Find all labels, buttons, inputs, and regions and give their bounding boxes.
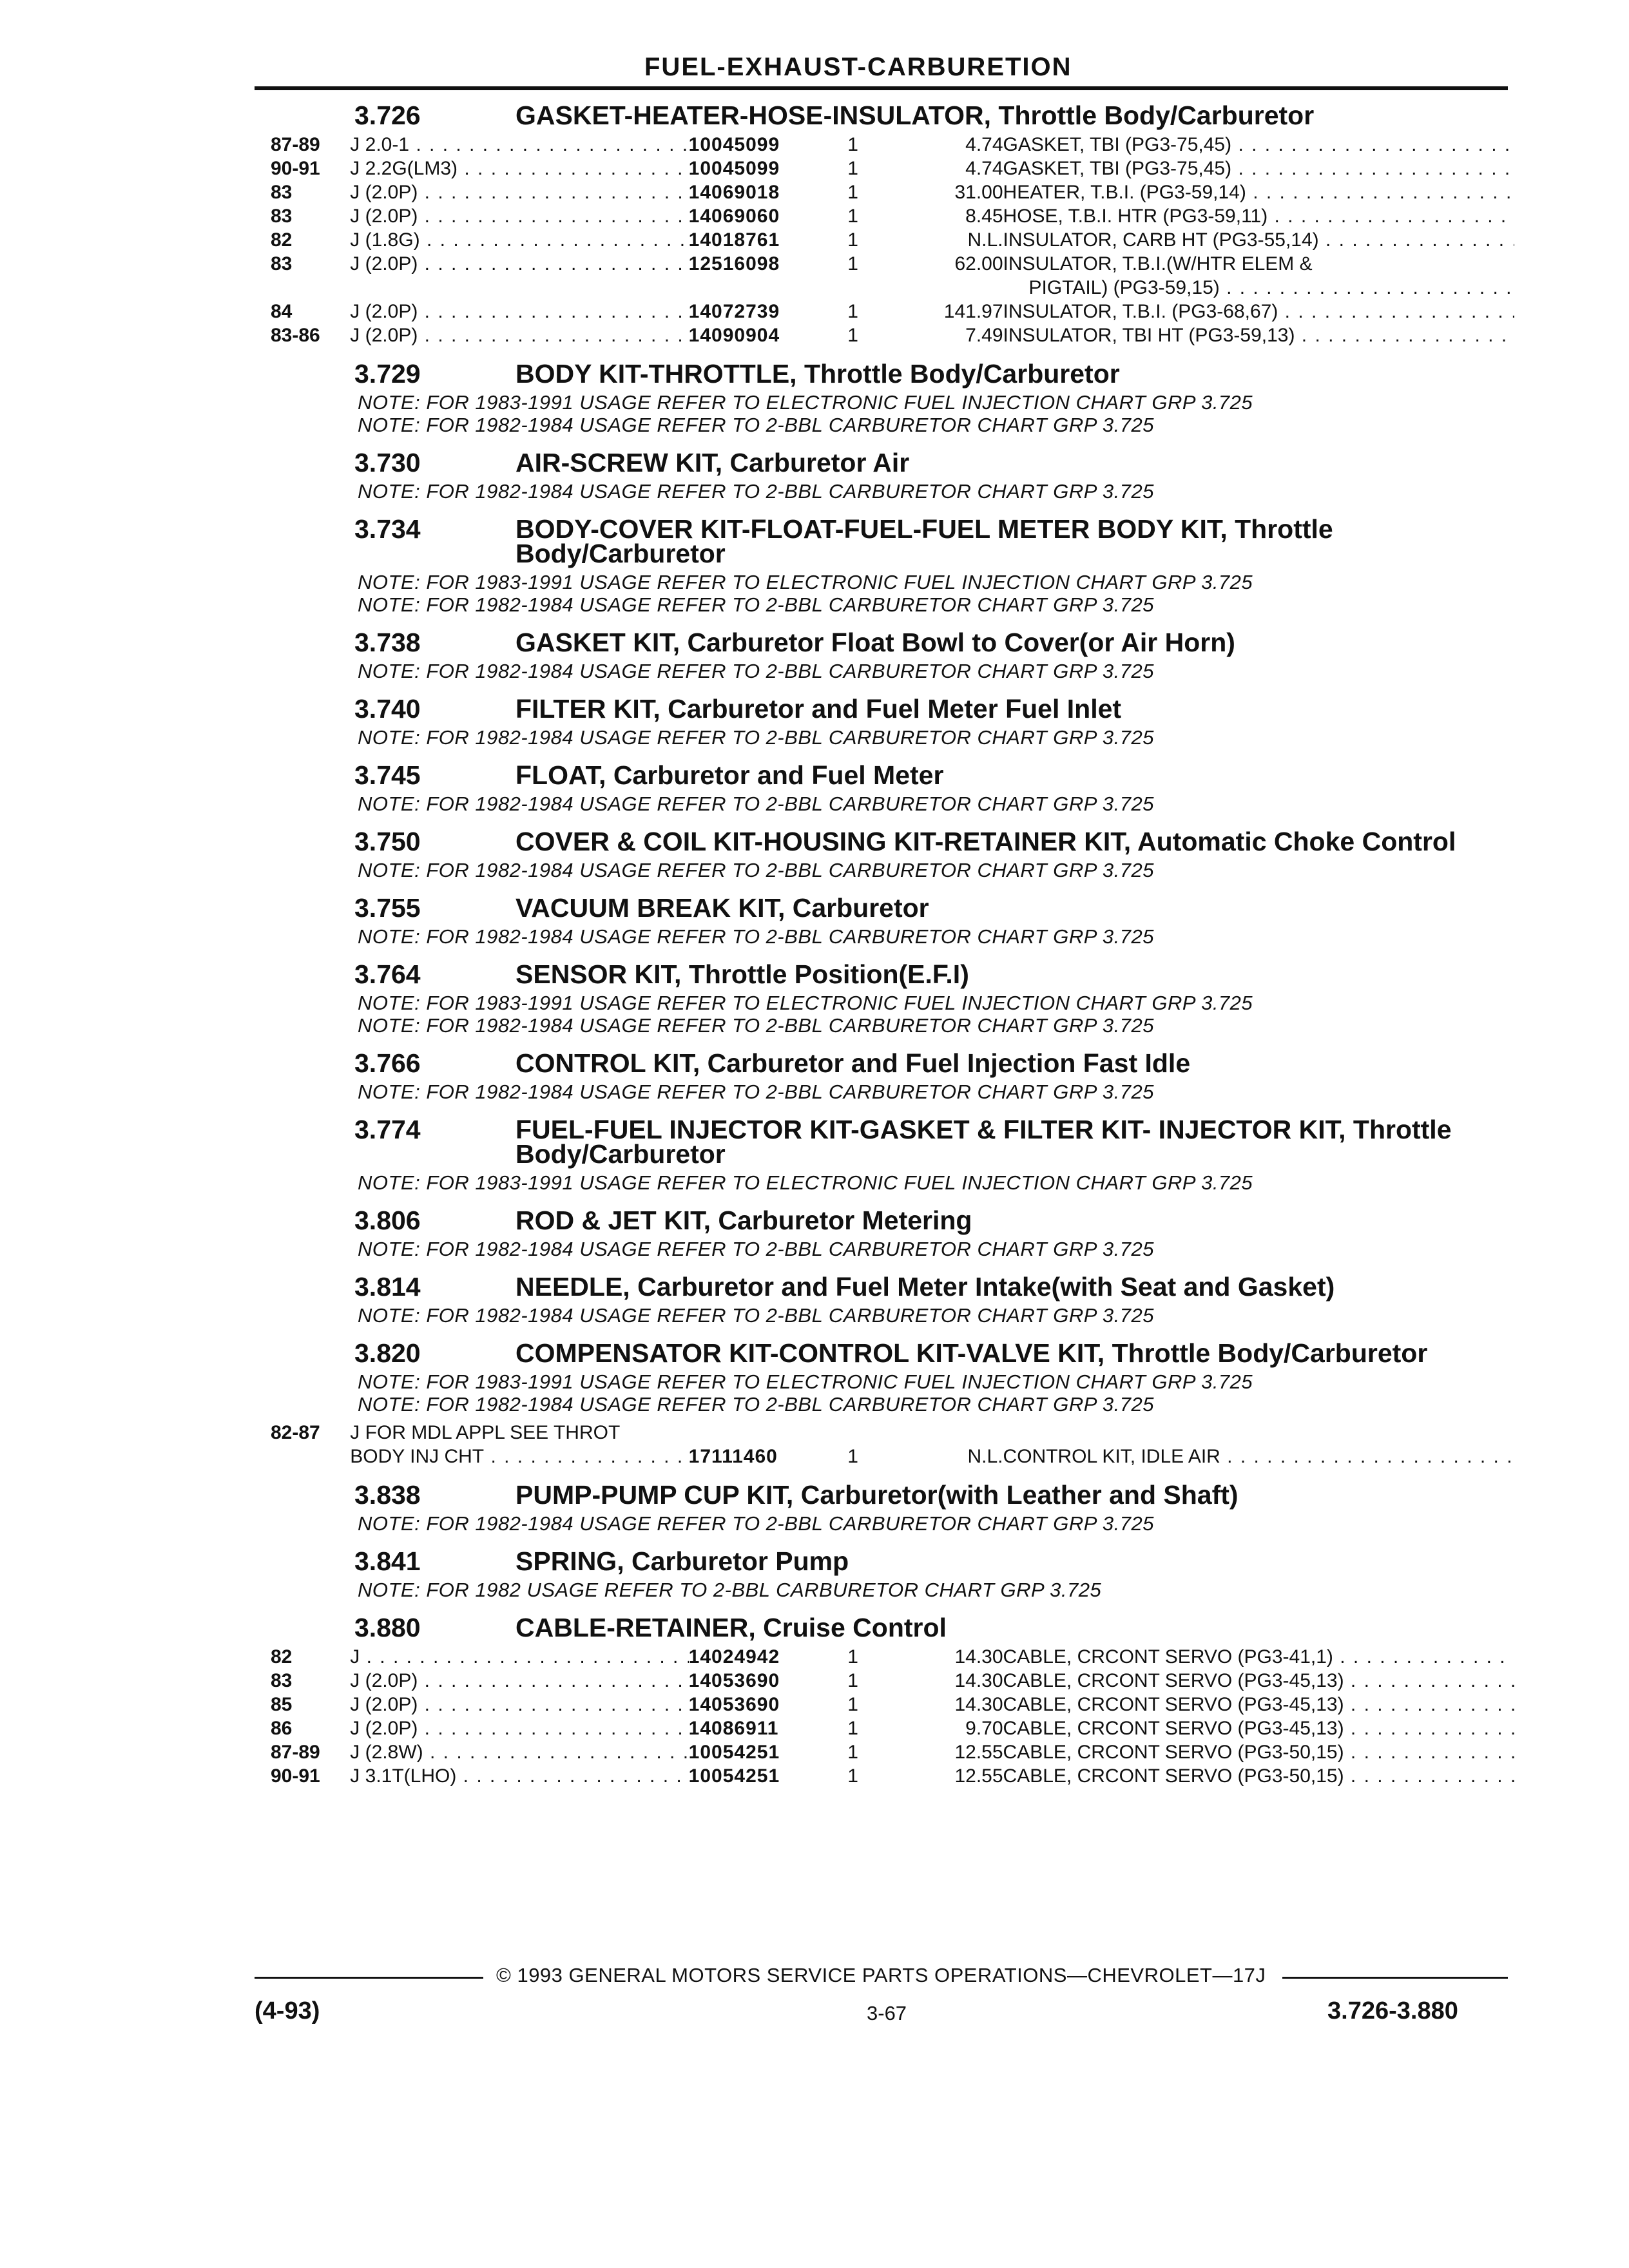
part-number-cell: 10045099 — [688, 134, 780, 155]
price-cell: 9.70 — [965, 1718, 1003, 1739]
section-title: CABLE-RETAINER, Cruise Control — [516, 1613, 947, 1642]
section-heading — [271, 1115, 1514, 1169]
quantity-cell: 1 — [847, 229, 858, 251]
quantity-cell: 1 — [847, 1670, 858, 1691]
part-number-cell: 17111460 — [688, 1446, 778, 1467]
section-number: 3.734 — [354, 514, 421, 544]
section-title: VACUUM BREAK KIT, Carburetor — [516, 893, 929, 923]
section-title: PUMP-PUMP CUP KIT, Carburetor(with Leather and Shaft) — [516, 1480, 1239, 1510]
price-cell: 14.30 — [954, 1694, 1003, 1715]
section-number: 3.880 — [354, 1613, 421, 1642]
section-number: 3.841 — [354, 1546, 421, 1576]
section-title: AIR-SCREW KIT, Carburetor Air — [516, 448, 910, 477]
section-title: FUEL-FUEL INJECTOR KIT-GASKET & FILTER KIT- INJECTOR KIT, Throttle Body/Carburetor — [516, 1115, 1452, 1169]
section-number: 3.755 — [354, 893, 421, 923]
application-cell: J FOR MDL APPL SEE THROT — [350, 1422, 621, 1443]
section-note: NOTE: FOR 1982-1984 USAGE REFER TO 2-BBL CARBURETOR CHART GRP 3.725 — [358, 1393, 1154, 1416]
section-heading — [271, 1546, 1514, 1576]
section-number: 3.766 — [354, 1048, 421, 1078]
description-cell — [1003, 323, 1514, 347]
quantity-cell: 1 — [847, 158, 858, 179]
section-heading — [271, 1615, 1514, 1640]
description-text: CABLE, CRCONT SERVO (PG3-41,1) . . . — [1003, 1646, 1514, 1667]
description-continuation: PIGTAIL) (PG3-59,15) . . . — [1029, 277, 1514, 298]
section-title: SENSOR KIT, Throttle Position(E.F.I) — [516, 959, 969, 989]
description-text: CABLE, CRCONT SERVO (PG3-50,15) . . . — [1003, 1742, 1514, 1763]
section-title: ROD & JET KIT, Carburetor Metering — [516, 1206, 972, 1235]
part-number-cell: 14090904 — [688, 325, 780, 346]
part-number-cell — [689, 1421, 848, 1445]
footer-copyright: © 1993 GENERAL MOTORS SERVICE PARTS OPERATIONS—CHEVROLET—17J — [496, 1964, 1266, 1986]
section-heading — [271, 1480, 1514, 1510]
price-cell: 7.49 — [965, 325, 1003, 346]
table-row — [271, 1764, 1514, 1788]
section-title: COVER & COIL KIT-HOUSING KIT-RETAINER KIT, Automatic Choke Control — [516, 827, 1456, 856]
section-heading — [271, 450, 1514, 475]
footer-section-range: 3.726-3.880 — [1327, 1997, 1458, 2024]
section-heading — [271, 514, 1514, 568]
application-cell — [350, 300, 688, 323]
section-title: FILTER KIT, Carburetor and Fuel Meter Fuel Inlet — [516, 694, 1122, 724]
section-number: 3.740 — [354, 694, 421, 724]
footer-page-number: 3-67 — [867, 2002, 907, 2024]
quantity-cell: 1 — [847, 1694, 858, 1715]
section-note: NOTE: FOR 1982 USAGE REFER TO 2-BBL CARBURETOR CHART GRP 3.725 — [358, 1579, 1102, 1601]
description-cell — [1003, 1645, 1514, 1669]
year-range-cell: 83 — [271, 253, 293, 274]
footer-rule-right — [1282, 1977, 1508, 1979]
description-text: CABLE, CRCONT SERVO (PG3-50,15) . . . — [1003, 1765, 1514, 1787]
application-cell — [350, 1445, 688, 1468]
application-cell — [350, 228, 688, 252]
section-note: NOTE: FOR 1982-1984 USAGE REFER TO 2-BBL CARBURETOR CHART GRP 3.725 — [358, 726, 1154, 749]
section-note: NOTE: FOR 1983-1991 USAGE REFER TO ELECTRONIC FUEL INJECTION CHART GRP 3.725 — [358, 1370, 1253, 1393]
table-row — [271, 1645, 1514, 1669]
part-number-cell: 10045099 — [688, 158, 780, 179]
year-range-cell: 84 — [271, 301, 293, 322]
application-cell — [350, 180, 688, 204]
section-heading — [271, 829, 1514, 854]
section-heading — [271, 630, 1514, 655]
year-range-cell — [271, 1445, 350, 1468]
part-number-cell: 14072739 — [688, 301, 780, 322]
description-cell — [1003, 1764, 1514, 1788]
application-text: J (2.0P) . . . — [350, 1718, 688, 1739]
section-number: 3.838 — [354, 1480, 421, 1510]
year-range-cell: 86 — [271, 1718, 293, 1739]
description-text: HEATER, T.B.I. (PG3-59,14) . . . — [1003, 182, 1514, 203]
year-range-cell: 82-87 — [271, 1422, 320, 1443]
application-text: J 2.0-1 . . . — [350, 134, 688, 155]
quantity-cell: 1 — [847, 1718, 858, 1739]
description-cell — [1003, 1445, 1514, 1468]
section-note: NOTE: FOR 1983-1991 USAGE REFER TO ELECTRONIC FUEL INJECTION CHART GRP 3.725 — [358, 1171, 1253, 1194]
description-text: INSULATOR, TBI HT (PG3-59,13) . . . — [1003, 325, 1514, 346]
quantity-cell — [847, 1421, 910, 1445]
year-range-cell: 85 — [271, 1694, 293, 1715]
application-cell — [350, 252, 688, 300]
table-row — [271, 323, 1514, 347]
part-number-cell: 14069060 — [688, 206, 780, 227]
description-cell — [1003, 133, 1514, 157]
year-range-cell: 82 — [271, 229, 293, 251]
quantity-cell: 1 — [847, 182, 858, 203]
section-note: NOTE: FOR 1983-1991 USAGE REFER TO ELECTRONIC FUEL INJECTION CHART GRP 3.725 — [358, 992, 1253, 1014]
price-cell: 14.30 — [954, 1670, 1003, 1691]
section-heading — [271, 959, 1514, 989]
footer-rule-left — [255, 1977, 483, 1979]
quantity-cell: 1 — [847, 1446, 858, 1467]
section-note: NOTE: FOR 1983-1991 USAGE REFER TO ELECTRONIC FUEL INJECTION CHART GRP 3.725 — [358, 571, 1253, 593]
application-text: J (2.0P) . . . — [350, 1670, 688, 1691]
section-note: NOTE: FOR 1982-1984 USAGE REFER TO 2-BBL CARBURETOR CHART GRP 3.725 — [358, 1512, 1154, 1535]
description-cell — [1003, 1693, 1514, 1716]
section-title: BODY-COVER KIT-FLOAT-FUEL-FUEL METER BODY KIT, Throttle Body/Carburetor — [516, 514, 1333, 568]
description-cell — [1003, 1716, 1514, 1740]
description-text: INSULATOR, T.B.I. (PG3-68,67) . . . — [1003, 301, 1514, 322]
section-title: FLOAT, Carburetor and Fuel Meter — [516, 760, 944, 790]
section-note: NOTE: FOR 1982-1984 USAGE REFER TO 2-BBL CARBURETOR CHART GRP 3.725 — [358, 925, 1154, 948]
application-text: J (2.8W) . . . — [350, 1742, 688, 1763]
table-row — [271, 1693, 1514, 1716]
parts-table — [271, 1645, 1514, 1788]
year-range-cell: 90-91 — [271, 1765, 320, 1787]
description-text: CABLE, CRCONT SERVO (PG3-45,13) . . . — [1003, 1670, 1514, 1691]
price-cell: 31.00 — [954, 182, 1003, 203]
section-note: NOTE: FOR 1982-1984 USAGE REFER TO 2-BBL CARBURETOR CHART GRP 3.725 — [358, 793, 1154, 815]
year-range-cell: 82 — [271, 1646, 293, 1667]
section-heading — [271, 1272, 1514, 1302]
price-cell: 12.55 — [954, 1742, 1003, 1763]
application-text: J (2.0P) . . . — [350, 325, 688, 346]
price-cell: 4.74 — [965, 158, 1003, 179]
section-number: 3.730 — [354, 448, 421, 477]
table-row — [271, 1445, 1514, 1468]
part-number-cell: 14086911 — [688, 1718, 779, 1739]
year-range-cell: 83 — [271, 1670, 293, 1691]
description-text: GASKET, TBI (PG3-75,45) . . . — [1003, 134, 1514, 155]
description-cell — [1003, 228, 1514, 252]
section-note: NOTE: FOR 1982-1984 USAGE REFER TO 2-BBL CARBURETOR CHART GRP 3.725 — [358, 660, 1154, 682]
year-range-cell: 90-91 — [271, 158, 320, 179]
section-title: CONTROL KIT, Carburetor and Fuel Injection Fast Idle — [516, 1048, 1191, 1078]
price-cell: 141.97 — [943, 301, 1003, 322]
part-number-cell: 10054251 — [688, 1742, 780, 1763]
part-number-cell: 14053690 — [688, 1694, 780, 1715]
description-cell — [1003, 252, 1514, 300]
parts-listing — [271, 103, 1514, 1788]
section-number: 3.738 — [354, 628, 421, 657]
section-note: NOTE: FOR 1982-1984 USAGE REFER TO 2-BBL CARBURETOR CHART GRP 3.725 — [358, 1304, 1154, 1327]
part-number-cell: 14018761 — [688, 229, 780, 251]
application-text: BODY INJ CHT . . . — [350, 1446, 688, 1467]
quantity-cell: 1 — [847, 1765, 858, 1787]
section-title: NEEDLE, Carburetor and Fuel Meter Intake(with Seat and Gasket) — [516, 1272, 1335, 1302]
application-text: J (2.0P) . . . — [350, 182, 688, 203]
description-text: CONTROL KIT, IDLE AIR . . . — [1003, 1446, 1514, 1467]
description-text: CABLE, CRCONT SERVO (PG3-45,13) . . . — [1003, 1694, 1514, 1715]
description-text: HOSE, T.B.I. HTR (PG3-59,11) . . . — [1003, 206, 1514, 227]
section-note: NOTE: FOR 1982-1984 USAGE REFER TO 2-BBL CARBURETOR CHART GRP 3.725 — [358, 593, 1154, 616]
price-cell: 14.30 — [954, 1646, 1003, 1667]
application-cell — [350, 204, 688, 228]
application-cell — [350, 1740, 688, 1764]
section-number: 3.745 — [354, 760, 421, 790]
table-row — [271, 133, 1514, 157]
section-heading — [271, 893, 1514, 923]
section-note: NOTE: FOR 1982-1984 USAGE REFER TO 2-BBL CARBURETOR CHART GRP 3.725 — [358, 480, 1154, 503]
application-cell — [350, 1645, 688, 1669]
section-heading — [271, 1048, 1514, 1078]
section-number: 3.764 — [354, 959, 421, 989]
table-row — [271, 204, 1514, 228]
price-cell: N.L. — [967, 229, 1003, 251]
section-number: 3.726 — [354, 101, 421, 130]
section-number: 3.729 — [354, 359, 421, 389]
quantity-cell: 1 — [847, 253, 858, 274]
application-text: J (1.8G) . . . — [350, 229, 688, 251]
section-note: NOTE: FOR 1982-1984 USAGE REFER TO 2-BBL CARBURETOR CHART GRP 3.725 — [358, 1081, 1154, 1103]
section-heading — [271, 1338, 1514, 1368]
description-cell — [1003, 204, 1514, 228]
section-title: GASKET KIT, Carburetor Float Bowl to Cover(or Air Horn) — [516, 628, 1235, 657]
application-text: J (2.0P) . . . — [350, 301, 688, 322]
section-number: 3.750 — [354, 827, 421, 856]
section-note: NOTE: FOR 1982-1984 USAGE REFER TO 2-BBL CARBURETOR CHART GRP 3.725 — [358, 1238, 1154, 1260]
application-cell — [350, 157, 688, 180]
table-row — [271, 180, 1514, 204]
part-number-cell: 14069018 — [688, 182, 780, 203]
price-cell: 12.55 — [954, 1765, 1003, 1787]
application-cell — [350, 1716, 688, 1740]
year-range-cell: 83 — [271, 206, 293, 227]
description-cell — [1003, 180, 1514, 204]
section-number: 3.774 — [354, 1115, 421, 1144]
section-title: GASKET-HEATER-HOSE-INSULATOR, Throttle Body/Carburetor — [516, 101, 1315, 130]
quantity-cell: 1 — [847, 134, 858, 155]
section-number: 3.814 — [354, 1272, 421, 1302]
description-cell — [1003, 1421, 1514, 1445]
section-number: 3.820 — [354, 1338, 421, 1368]
part-number-cell: 12516098 — [688, 253, 780, 274]
footer-date: (4-93) — [255, 1997, 320, 2024]
part-number-cell: 10054251 — [688, 1765, 780, 1787]
description-cell — [1003, 1669, 1514, 1693]
part-number-cell: 14024942 — [688, 1646, 780, 1667]
application-cell — [350, 323, 688, 347]
section-heading — [271, 760, 1514, 790]
year-range-cell: 87-89 — [271, 134, 320, 155]
application-cell — [350, 1693, 688, 1716]
table-row — [271, 252, 1514, 300]
table-row — [271, 228, 1514, 252]
table-row — [271, 1421, 1514, 1445]
section-title: COMPENSATOR KIT-CONTROL KIT-VALVE KIT, Throttle Body/Carburetor — [516, 1338, 1428, 1368]
description-text: CABLE, CRCONT SERVO (PG3-45,13) . . . — [1003, 1718, 1514, 1739]
page-header-title: FUEL-EXHAUST-CARBURETION — [644, 53, 1072, 81]
price-cell: 4.74 — [965, 134, 1003, 155]
quantity-cell: 1 — [847, 325, 858, 346]
section-number: 3.806 — [354, 1206, 421, 1235]
year-range-cell: 83-86 — [271, 325, 320, 346]
section-heading — [271, 694, 1514, 724]
section-note: NOTE: FOR 1982-1984 USAGE REFER TO 2-BBL CARBURETOR CHART GRP 3.725 — [358, 414, 1154, 436]
price-cell: 8.45 — [965, 206, 1003, 227]
application-text: J 3.1T(LHO) . . . — [350, 1765, 688, 1787]
description-cell — [1003, 300, 1514, 323]
table-row — [271, 157, 1514, 180]
application-text: J . . . — [350, 1646, 688, 1667]
section-heading — [271, 359, 1514, 389]
table-row — [271, 1669, 1514, 1693]
table-row — [271, 1716, 1514, 1740]
price-cell — [910, 1421, 1003, 1445]
section-heading — [271, 103, 1514, 128]
price-cell: 62.00 — [954, 253, 1003, 274]
table-row — [271, 300, 1514, 323]
table-row — [271, 1740, 1514, 1764]
section-title: SPRING, Carburetor Pump — [516, 1546, 849, 1576]
section-note: NOTE: FOR 1982-1984 USAGE REFER TO 2-BBL CARBURETOR CHART GRP 3.725 — [358, 859, 1154, 881]
application-text: J (2.0P) . . . — [350, 253, 688, 274]
application-cell — [350, 1669, 688, 1693]
section-heading — [271, 1208, 1514, 1233]
application-text: J (2.0P) . . . — [350, 1694, 688, 1715]
quantity-cell: 1 — [847, 206, 858, 227]
description-text: INSULATOR, T.B.I.(W/HTR ELEM & — [1003, 253, 1313, 274]
part-number-cell: 14053690 — [688, 1670, 780, 1691]
quantity-cell: 1 — [847, 301, 858, 322]
section-title: BODY KIT-THROTTLE, Throttle Body/Carburetor — [516, 359, 1120, 389]
quantity-cell: 1 — [847, 1646, 858, 1667]
price-cell: N.L. — [967, 1446, 1003, 1467]
parts-table — [271, 1421, 1514, 1468]
description-cell — [1003, 1740, 1514, 1764]
parts-table — [271, 133, 1514, 347]
description-text: INSULATOR, CARB HT (PG3-55,14) . . . — [1003, 229, 1514, 251]
year-range-cell: 87-89 — [271, 1742, 320, 1763]
year-range-cell: 83 — [271, 182, 293, 203]
description-cell — [1003, 157, 1514, 180]
header-rule — [255, 86, 1508, 90]
section-note: NOTE: FOR 1983-1991 USAGE REFER TO ELECTRONIC FUEL INJECTION CHART GRP 3.725 — [358, 391, 1253, 414]
application-cell — [350, 1764, 688, 1788]
description-text: GASKET, TBI (PG3-75,45) . . . — [1003, 158, 1514, 179]
application-text: J (2.0P) . . . — [350, 206, 688, 227]
application-text: J 2.2G(LM3) . . . — [350, 158, 688, 179]
quantity-cell: 1 — [847, 1742, 858, 1763]
section-note: NOTE: FOR 1982-1984 USAGE REFER TO 2-BBL CARBURETOR CHART GRP 3.725 — [358, 1014, 1154, 1037]
application-cell — [350, 133, 688, 157]
